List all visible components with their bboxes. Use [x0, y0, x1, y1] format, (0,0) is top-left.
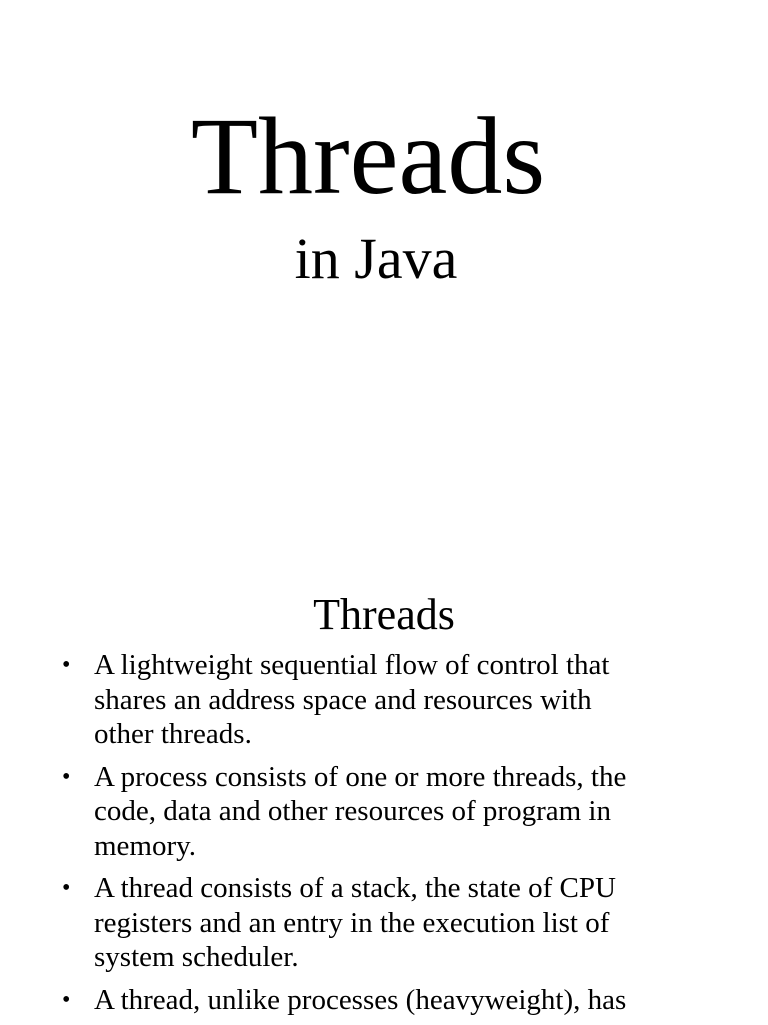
bullet-item: [62, 983, 702, 1018]
bullet-text-line: A thread consists of a stack, the state of CPU: [94, 872, 616, 904]
bullet-item: [62, 871, 702, 975]
bullet-text-line: registers and an entry in the execution list of: [94, 906, 610, 939]
bullet-icon: •: [62, 763, 71, 790]
slide-1-title: Threads: [190, 95, 546, 217]
slide-1-subtitle: in Java: [294, 226, 458, 291]
bullet-item: [62, 648, 702, 752]
bullet-text-line: other threads.: [94, 718, 252, 750]
slide-2-title: Threads: [313, 590, 455, 639]
bullet-list: [62, 648, 702, 1025]
bullet-text-line: A thread, unlike processes (heavyweight), has: [94, 983, 627, 1016]
bullet-text-line: code, data and other resources of program in: [94, 795, 611, 827]
bullet-icon: •: [62, 652, 71, 678]
bullet-icon: •: [62, 875, 71, 901]
bullet-icon: •: [62, 986, 71, 1013]
bullet-text-line: A lightweight sequential flow of control that: [94, 649, 610, 681]
bullet-text-line: shares an address space and resources with: [94, 683, 592, 716]
bullet-text-line: system scheduler.: [94, 941, 299, 973]
bullet-text-line: A process consists of one or more threads, the: [94, 760, 627, 793]
bullet-item: [62, 760, 702, 864]
bullet-text-line: memory.: [94, 829, 197, 862]
